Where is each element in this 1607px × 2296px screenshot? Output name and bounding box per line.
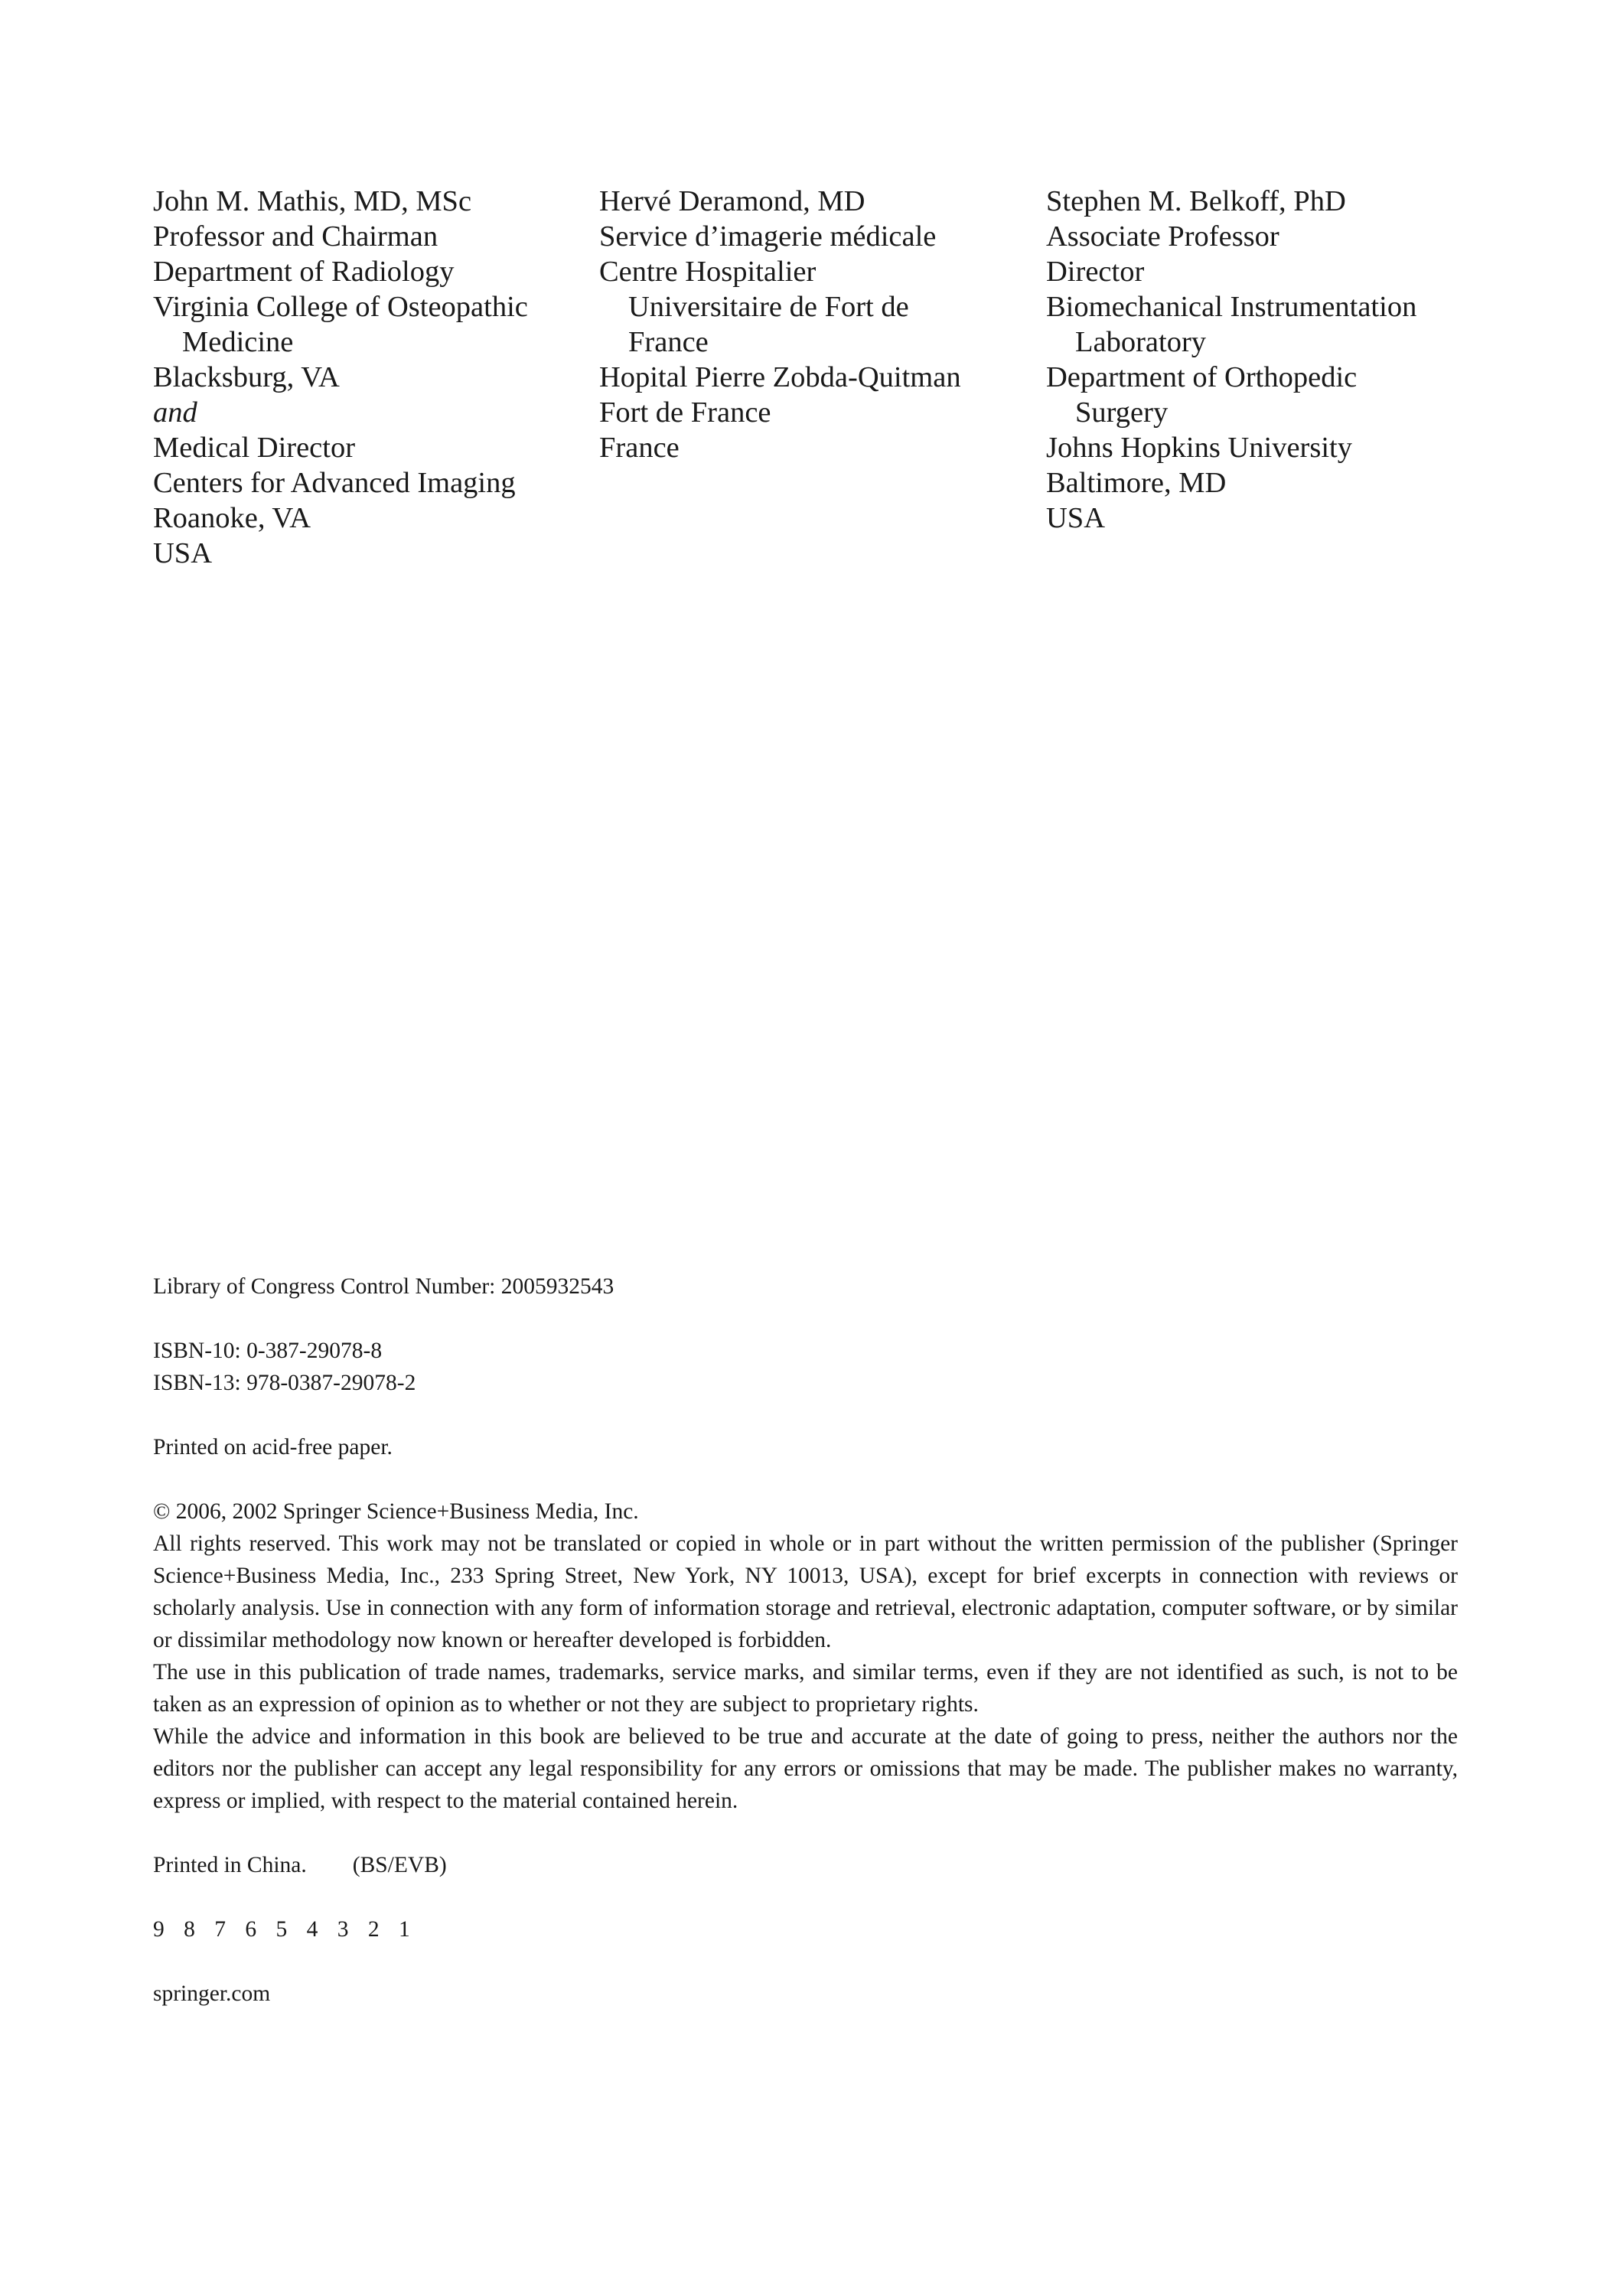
spacer [153,1881,1458,1913]
editor-title-2: Medical Director [153,432,356,464]
editor-institution: Johns Hopkins University [1046,432,1352,464]
editor-institution: Virginia College of Osteopathic [153,291,528,323]
editor-name: Stephen M. Belkoff, PhD [1046,185,1346,217]
editor-belkoff [1046,184,1475,536]
editor-title: Associate Professor [1046,220,1279,253]
editor-department-cont: Surgery [1075,396,1169,429]
print-line: 9 8 7 6 5 4 3 2 1 [153,1917,417,1942]
rights-paragraph: All rights reserved. This work may not be translated or copied in whole or in part without the written permission of the publisher (Springer Science+Business Media, Inc., 233 Spring Street, New York, NY 10013, USA), except for brief excerpts in connection with reviews or scholarly analysis. Use in connection with any form of information storage and retrieval, electronic adaptation, computer software, or by similar or dissimilar methodology now known or hereafter developed is forbidden. [153,1531,1458,1652]
spacer [153,1399,1458,1431]
editor-location: Baltimore, MD [1046,467,1227,499]
copyright-notice: © 2006, 2002 Springer Science+Business Media, Inc. [153,1499,639,1524]
editor-lab: Biomechanical Instrumentation [1046,291,1417,323]
editor-hospital: Hopital Pierre Zobda-Quitman [599,361,961,393]
editor-institution-cont: Medicine [182,326,294,358]
editor-lab-cont: Laboratory [1075,326,1207,358]
editor-location: Fort de France [599,396,771,429]
publisher-website: springer.com [153,1981,271,2006]
editor-name: John M. Mathis, MD, MSc [153,185,472,217]
editor-department: Department of Radiology [153,256,455,288]
editor-title: Professor and Chairman [153,220,438,253]
editor-location: Blacksburg, VA [153,361,340,393]
spacer [153,1817,1458,1849]
isbn-13: ISBN-13: 978-0387-29078-2 [153,1371,416,1395]
editor-deramond [599,184,1028,465]
editor-institution-cont-2: France [628,326,709,358]
editor-institution-cont: Universitaire de Fort de [628,291,909,323]
editor-title-2: Director [1046,256,1145,288]
editor-mathis [153,184,582,571]
editor-country: France [599,432,680,464]
printed-in-country: Printed in China. [153,1853,307,1877]
spacer [153,1945,1458,1978]
editor-conjunction: and [153,396,197,429]
editor-name: Hervé Deramond, MD [599,185,865,217]
editor-country: USA [1046,502,1106,534]
editor-institution-2: Centers for Advanced Imaging [153,467,516,499]
editor-department: Department of Orthopedic [1046,361,1358,393]
printed-in-line [153,1849,1458,1881]
lccn-line: Library of Congress Control Number: 2005932543 [153,1274,614,1299]
printer-code: (BS/EVB) [352,1853,447,1877]
editor-country: USA [153,537,213,569]
isbn-10: ISBN-10: 0-387-29078-8 [153,1339,383,1363]
copyright-block [153,1270,1458,2010]
trademarks-paragraph: The use in this publication of trade names, trademarks, service marks, and similar terms, even if they are not identified as such, is not to be taken as an expression of opinion as to whether or not they are subject to proprietary rights. [153,1660,1458,1717]
editor-department: Service d’imagerie médicale [599,220,937,253]
editor-location-2: Roanoke, VA [153,502,311,534]
disclaimer-paragraph: While the advice and information in this book are believed to be true and accurate at the date of going to press, neither the authors nor the editors nor the publisher can accept any legal responsibility for any errors or omissions that may be made. The publisher makes no warranty, express or implied, with respect to the material contained herein. [153,1724,1458,1813]
editor-institution: Centre Hospitalier [599,256,817,288]
editors-block [153,184,1469,582]
spacer [153,1463,1458,1495]
spacer [153,1303,1458,1335]
paper-note: Printed on acid-free paper. [153,1435,393,1459]
